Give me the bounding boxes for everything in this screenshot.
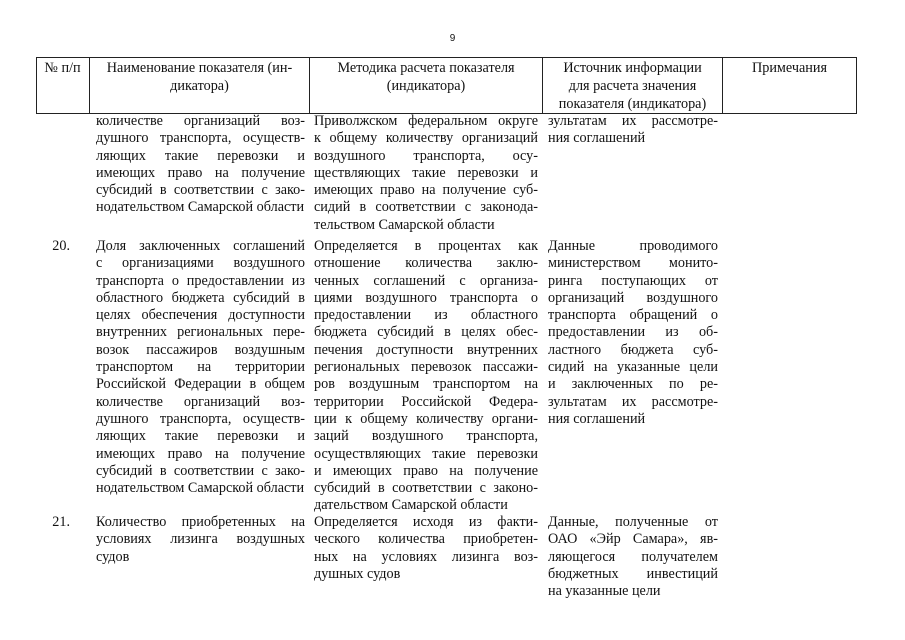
cell-line: ринга поступающих от	[548, 272, 718, 289]
cell-line: и заключенных по ре-	[548, 376, 718, 393]
cell-line: ластного бюджета суб-	[548, 341, 718, 358]
row-number: 20.	[52, 238, 70, 254]
cell-line: бюджета субсидий в целях обес-	[314, 324, 538, 341]
header-line: Источник информации	[563, 60, 702, 76]
header-line: Методика расчета показателя	[337, 60, 515, 76]
cell-line: нодательством Самарской области	[96, 199, 305, 216]
cell-line: предоставлении из областного	[314, 307, 538, 324]
cell-line: к общему количеству организаций	[314, 130, 538, 147]
cell-line: транспортом на территории	[96, 359, 305, 376]
header-line: дикатора)	[170, 78, 229, 94]
cell-line: имеющих право на получение	[96, 164, 305, 181]
cell-line: ченных соглашений с организа-	[314, 272, 538, 289]
header-line: (индикатора)	[386, 78, 466, 94]
header-notes: Примечания	[752, 60, 827, 76]
cell-line: Приволжском федеральном округе	[314, 113, 538, 129]
cell-source	[548, 113, 718, 148]
cell-line: ляющих такие перевозки и	[96, 147, 305, 164]
header-line: для расчета значения	[568, 78, 697, 94]
cell-line: условиях лизинга воздушных	[96, 531, 305, 548]
cell-line: сидий на указанные цели	[548, 359, 718, 376]
cell-line: ляющегося получателем	[548, 548, 718, 565]
cell-line: Доля заключенных соглашений	[96, 238, 305, 254]
cell-method	[314, 113, 538, 234]
cell-line: субсидий в соответствии с зако-	[96, 462, 305, 479]
cell-line: министерством монито-	[548, 255, 718, 272]
cell-line: ществляющих такие перевозки и	[314, 164, 538, 181]
cell-source	[548, 514, 718, 600]
page-number: 9	[449, 33, 456, 44]
header-source	[543, 59, 722, 113]
cell-line: с организациями воздушного	[96, 255, 305, 272]
cell-line: душных судов	[314, 565, 401, 582]
cell-line: зультатам их рассмотре-	[548, 113, 718, 129]
cell-line: ляющих такие перевозки и	[96, 428, 305, 445]
cell-source	[548, 238, 718, 428]
cell-line: транспорта о предоставлении из	[96, 272, 305, 289]
cell-line: отношение количества заклю-	[314, 255, 538, 272]
header-number: № п/п	[44, 60, 81, 76]
cell-line: внутренних региональных пере-	[96, 324, 305, 341]
cell-line: предоставлении из об-	[548, 324, 718, 341]
cell-line: Определяется в процентах как	[314, 238, 538, 254]
cell-line: целях обеспечения доступности	[96, 307, 305, 324]
table-header	[36, 57, 857, 114]
cell-line: ния соглашений	[548, 410, 646, 427]
cell-line: Российской Федерации в общем	[96, 376, 305, 393]
header-indicator-name	[90, 59, 309, 95]
cell-line: ров воздушным транспортом на	[314, 376, 538, 393]
cell-line: зультатам их рассмотре-	[548, 393, 718, 410]
cell-line: воздушного транспорта, осу-	[314, 147, 538, 164]
cell-line: душного транспорта, осуществ-	[96, 130, 305, 147]
header-method	[310, 59, 542, 95]
cell-line: ния соглашений	[548, 130, 646, 147]
cell-line: областного бюджета субсидий в	[96, 289, 305, 306]
cell-line: нодательством Самарской области	[96, 480, 305, 497]
cell-line: ции к общему количеству органи-	[314, 410, 538, 427]
cell-line: транспорта обращений о	[548, 307, 718, 324]
cell-line: бюджетных инвестиций	[548, 565, 718, 582]
cell-line: количестве организаций воз-	[96, 113, 305, 129]
cell-line: и имеющих право на получение	[314, 462, 538, 479]
cell-line: дательством Самарской области	[314, 497, 508, 514]
cell-name	[96, 113, 305, 217]
cell-line: количестве организаций воз-	[96, 393, 305, 410]
cell-line: субсидий в соответствии с зако-	[96, 182, 305, 199]
cell-line: циями воздушного транспорта о	[314, 289, 538, 306]
cell-line: Количество приобретенных на	[96, 514, 305, 530]
cell-line: организаций воздушного	[548, 289, 718, 306]
cell-line: заций воздушного транспорта,	[314, 428, 538, 445]
cell-name	[96, 514, 305, 566]
cell-line: ческого количества приобретен-	[314, 531, 538, 548]
cell-line: Данные, полученные от	[548, 514, 718, 530]
cell-line: имеющих право на получение	[96, 445, 305, 462]
cell-line: Данные проводимого	[548, 238, 718, 254]
cell-line: душного транспорта, осуществ-	[96, 410, 305, 427]
cell-line: осуществляющих такие перевозки	[314, 445, 538, 462]
cell-line: территории Российской Федера-	[314, 393, 538, 410]
cell-line: региональных перевозок пассажи-	[314, 359, 538, 376]
cell-line: имеющих право на получение суб-	[314, 182, 538, 199]
cell-line: Определяется исходя из факти-	[314, 514, 538, 530]
cell-line: возок пассажиров воздушным	[96, 341, 305, 358]
header-line: Наименование показателя (ин-	[106, 60, 293, 76]
cell-line: ОАО «Эйр Самара», яв-	[548, 531, 718, 548]
cell-method	[314, 514, 538, 583]
cell-line: печения доступности внутренних	[314, 341, 538, 358]
header-line: показателя (индикатора)	[558, 96, 707, 112]
cell-line: тельством Самарской области	[314, 216, 495, 233]
row-number: 21.	[52, 514, 70, 530]
cell-line: субсидий в соответствии с законо-	[314, 480, 538, 497]
cell-name	[96, 238, 305, 497]
cell-method	[314, 238, 538, 515]
cell-line: ных на условиях лизинга воз-	[314, 548, 538, 565]
cell-line: на указанные цели	[548, 583, 661, 600]
cell-line: сидий в соответствии с законода-	[314, 199, 538, 216]
header-divider	[856, 58, 857, 113]
cell-line: судов	[96, 548, 130, 565]
